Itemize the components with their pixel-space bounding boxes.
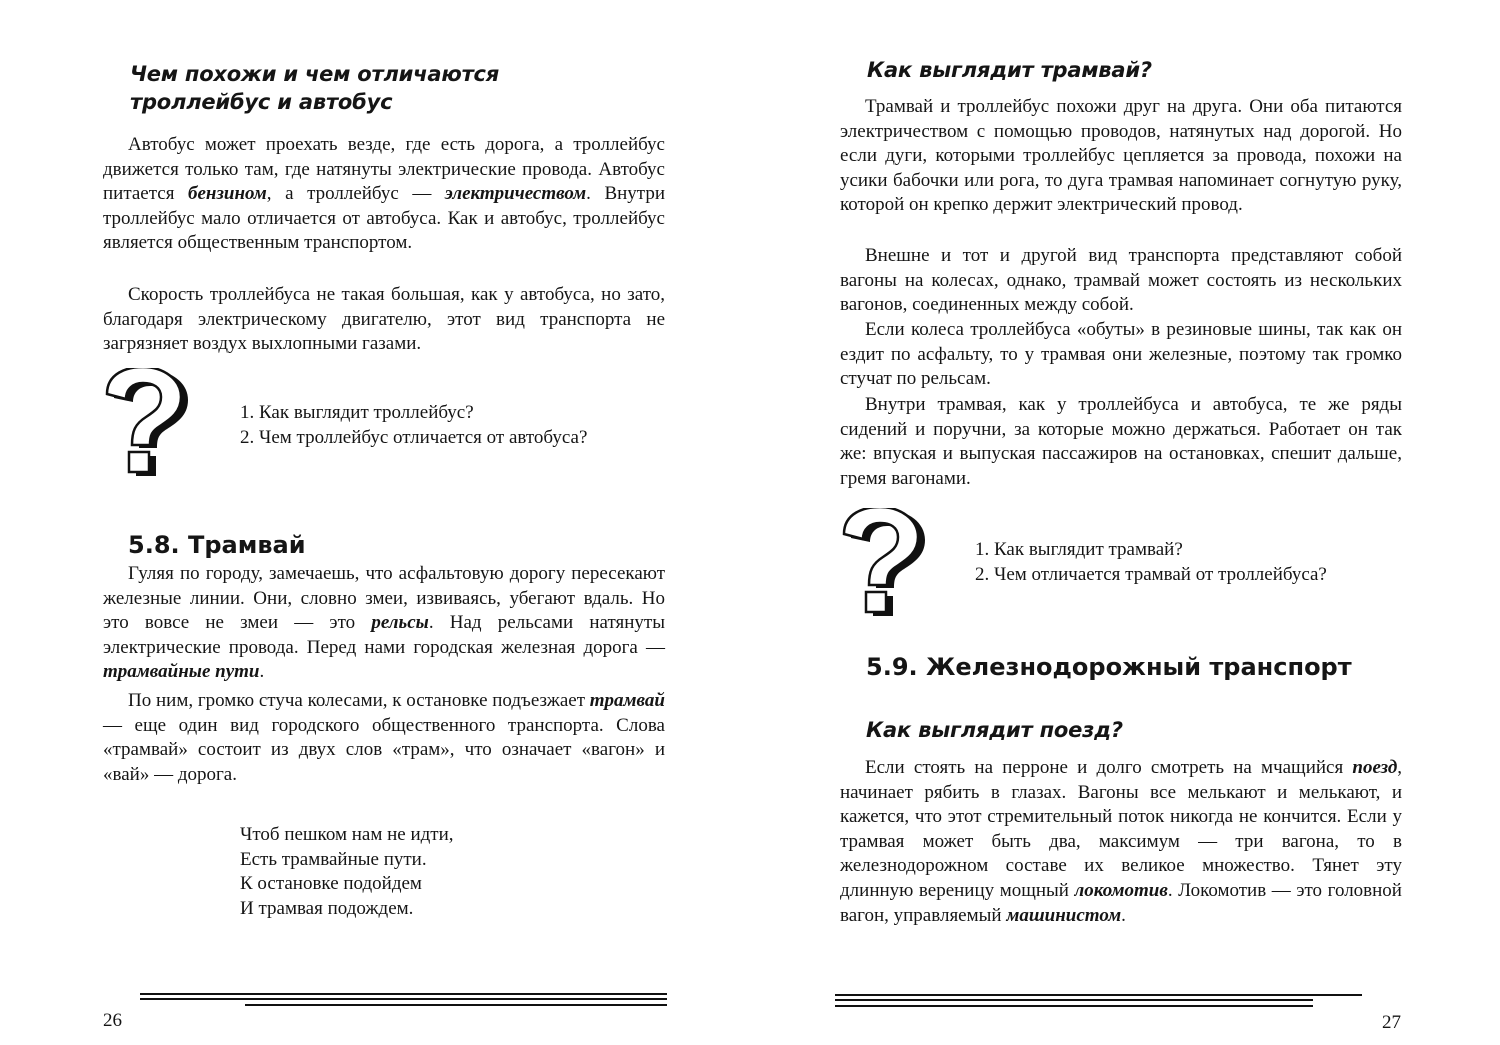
paragraph-train: Если стоять на перроне и долго смотреть на мчащийся поезд, начинает рябить в глазах. Вагоны все мелькают и мелькают, и кажется, что этот стремительный поток никогда не кончится. Если у трамвая может быть два, максимум — три вагона, то в железнодорожном составе их великое множество. Тянет эту длинную вереницу мощный локомотив. Локомотив — это головной вагон, управляемый машинистом. [840, 757, 1402, 926]
questions-trolleybus [240, 400, 587, 450]
paragraph-tram-rails: Гуляя по городу, замечаешь, что асфальтовую дорогу пересекают железные линии. Они, словно змеи, извиваясь, убегают вдаль. Но это вовсе не змеи — это рельсы. Над рельсами натянуты электрические провода. Перед нами городская железная дорога — трамвайные пути. [103, 563, 665, 683]
emphasized-term: рельсы [371, 612, 429, 634]
emphasized-term: трамвайные пути [103, 661, 260, 683]
question-mark-icon [837, 508, 932, 618]
paragraph-tram-trolleybus-similar: Трамвай и троллейбус похожи друг на друга. Они оба питаются электричеством с помощью проводов, натянутых над дорогой. Но если дуги, которыми троллейбус цепляется за провода, похожи на усики бабочки или рога, то дуга трамвая напоминает согнутую руку, которой он крепко держит электрический провод. [840, 96, 1402, 216]
paragraph-tram-wheels: Если колеса троллейбуса «обуты» в резиновые шины, так как он ездит по асфальту, то у трамвая они железные, поэтому так громко стучат по рельсам. [840, 319, 1402, 390]
subheading-train-look: Как выглядит поезд? [866, 718, 1123, 742]
poem-line: Есть трамвайные пути. [240, 848, 427, 870]
subheading-trolleybus-vs-bus: Чем похожи и чем отличаются троллейбус и автобус [130, 62, 500, 114]
footer-rule [140, 998, 667, 1000]
paragraph-trolleybus-speed: Скорость троллейбуса не такая большая, как у автобуса, но зато, благодаря электрическому двигателю, этот вид транспорта не загрязняет воздух выхлопными газами. [103, 284, 665, 355]
right-page [750, 0, 1500, 1045]
poem [240, 823, 454, 921]
emphasized-term: бензином [188, 183, 267, 205]
page-number: 27 [1382, 1012, 1401, 1033]
question-item: 2. Чем троллейбус отличается от автобуса? [240, 427, 588, 448]
paragraph-tram-inside: Внутри трамвая, как у троллейбуса и автобуса, те же ряды сидений и поручни, за которые можно держаться. Работает он так же: впуская и выпуская пассажиров на остановках, спешит дальше, гремя вагонами. [840, 394, 1402, 489]
emphasized-term: машинистом [1006, 904, 1122, 926]
subheading-tram-look: Как выглядит трамвай? [867, 58, 1152, 82]
footer-rule [835, 999, 1313, 1001]
question-item: 1. Как выглядит троллейбус? [240, 402, 474, 423]
footer-rule [835, 1005, 1313, 1007]
emphasized-term: локомотив [1074, 879, 1168, 901]
section-title-railway: 5.9. Железнодорожный транспорт [866, 653, 1352, 681]
footer-rule [140, 993, 667, 995]
paragraph-bus-trolleybus: Автобус может проехать везде, где есть дорога, а троллейбус движется только там, где натянуты электрические провода. Автобус питается бензином, а троллейбус — электричеством. Внутри троллейбус мало отличается от автобуса. Как и автобус, троллейбус является общественным транспортом. [103, 134, 665, 254]
question-item: 2. Чем отличается трамвай от троллейбуса? [975, 564, 1327, 585]
footer-rule [835, 994, 1362, 996]
emphasized-term: электричеством [444, 183, 587, 205]
page-number: 26 [103, 1010, 122, 1031]
section-title-tram: 5.8. Трамвай [128, 531, 306, 559]
paragraph-tram-cars: Внешне и тот и другой вид транспорта представляют собой вагоны на колесах, однако, трамвай может состоять из нескольких вагонов, соединенных между собой. [840, 245, 1402, 316]
emphasized-term: поезд [1352, 757, 1398, 778]
poem-line: И трамвая подождем. [240, 897, 414, 919]
emphasized-term: трамвай [589, 690, 665, 711]
question-mark-icon [100, 368, 195, 478]
poem-line: К остановке подойдем [240, 873, 422, 894]
poem-line: Чтоб пешком нам не идти, [240, 824, 454, 845]
paragraph-tram-definition: По ним, громко стуча колесами, к остановке подъезжает трамвай — еще один вид городского общественного транспорта. Слова «трамвай» состоит из двух слов «трам», что означает «вагон» и «вай» — дорога. [103, 690, 665, 785]
questions-tram [975, 537, 1327, 587]
question-item: 1. Как выглядит трамвай? [975, 539, 1183, 560]
footer-rule [245, 1004, 667, 1006]
